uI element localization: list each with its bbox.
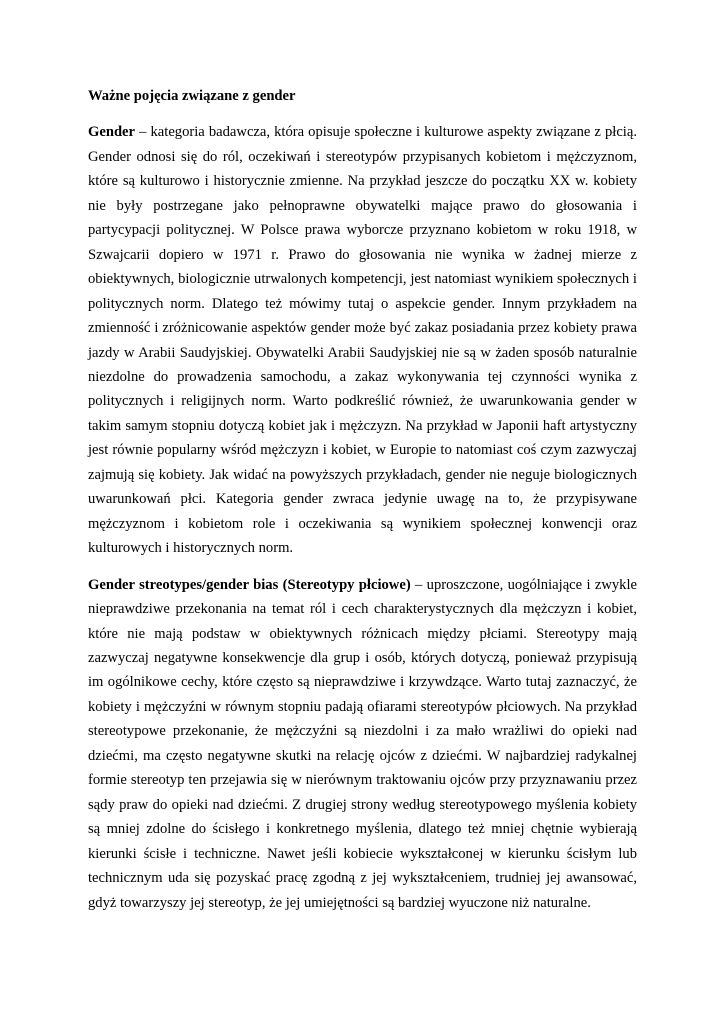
term-gender-stereotypes: Gender streotypes/gender bias (Stereotypy płciowe) — [88, 576, 411, 593]
definition-gender-stereotypes: – uproszczone, uogólniające i zwykle nieprawdziwe przekonania na temat ról i cech charakterystycznych dla mężczyzn i kobiet, które nie mają podstaw w obiektywnych różnicach między płciami. Stereotypy mają zazwyczaj negatywne konsekwencje dla grup i osób, których dotyczą, ponieważ przypisują im ogólnikowe cechy, które często są nieprawdziwe i krzywdzące. Warto tutaj zaznaczyć, że kobiety i mężczyźni w równym stopniu padają ofiarami stereotypów płciowych. Na przykład stereotypowe przekonanie, że mężczyźni są niezdolni i za mało wrażliwi do opieki nad dziećmi, ma często negatywne skutki na relację ojców z dziećmi. W najbardziej radykalnej formie stereotyp ten przejawia się w nierównym traktowaniu ojców przy przyznawaniu przez sądy praw do opieki nad dziećmi. Z drugiej strony według stereotypowego myślenia kobiety są mniej zdolne do ścisłego i konkretnego myślenia, dlatego też mniej chętnie wybierają kierunki ścisłe i techniczne. Nawet jeśli kobiecie wykształconej w kierunku ścisłym lub technicznym uda się pozyskać pracę zgodną z jej wykształceniem, trudniej jej awansować, gdyż towarzyszy jej stereotyp, że jej umiejętności są bardziej wyuczone niż naturalne. — [88, 576, 637, 911]
document-title: Ważne pojęcia związane z gender — [88, 88, 296, 104]
paragraph-gender-stereotypes — [88, 573, 637, 915]
paragraph-gender — [88, 120, 637, 560]
term-gender: Gender — [88, 124, 136, 141]
definition-gender: – kategoria badawcza, która opisuje społeczne i kulturowe aspekty związane z płcią. Gender odnosi się do ról, oczekiwań i stereotypów przypisanych kobietom i mężczyznom, które są kulturowo i historycznie zmienne. Na przykład jeszcze do początku XX w. kobiety nie były postrzegane jako pełnoprawne obywatelki mające prawo do głosowania i partycypacji politycznej. W Polsce prawa wyborcze przyznano kobietom w roku 1918, w Szwajcarii dopiero w 1971 r. Prawo do głosowania nie wynika w żadnej mierze z obiektywnych, biologicznie utrwalonych kompetencji, jest natomiast wynikiem społecznych i politycznych norm. Dlatego też mówimy tutaj o aspekcie gender. Innym przykładem na zmienność i zróżnicowanie aspektów gender może być zakaz posiadania przez kobiety prawa jazdy w Arabii Saudyjskiej. Obywatelki Arabii Saudyjskiej nie są w żaden sposób naturalnie niezdolne do prowadzenia samochodu, a zakaz wykonywania tej czynności wynika z politycznych i religijnych norm. Warto podkreślić również, że uwarunkowania gender w takim samym stopniu dotyczą kobiet jak i mężczyzn. Na przykład w Japonii haft artystyczny jest równie popularny wśród mężczyzn i kobiet, w Europie to natomiast coś czym zazwyczaj zajmują się kobiety. Jak widać na powyższych przykładach, gender nie neguje biologicznych uwarunkowań płci. Kategoria gender zwraca jedynie uwagę na to, że przypisywane mężczyznom i kobietom role i oczekiwania są wynikiem społecznej konwencji oraz kulturowych i historycznych norm. — [88, 124, 637, 557]
document-page — [88, 84, 637, 927]
